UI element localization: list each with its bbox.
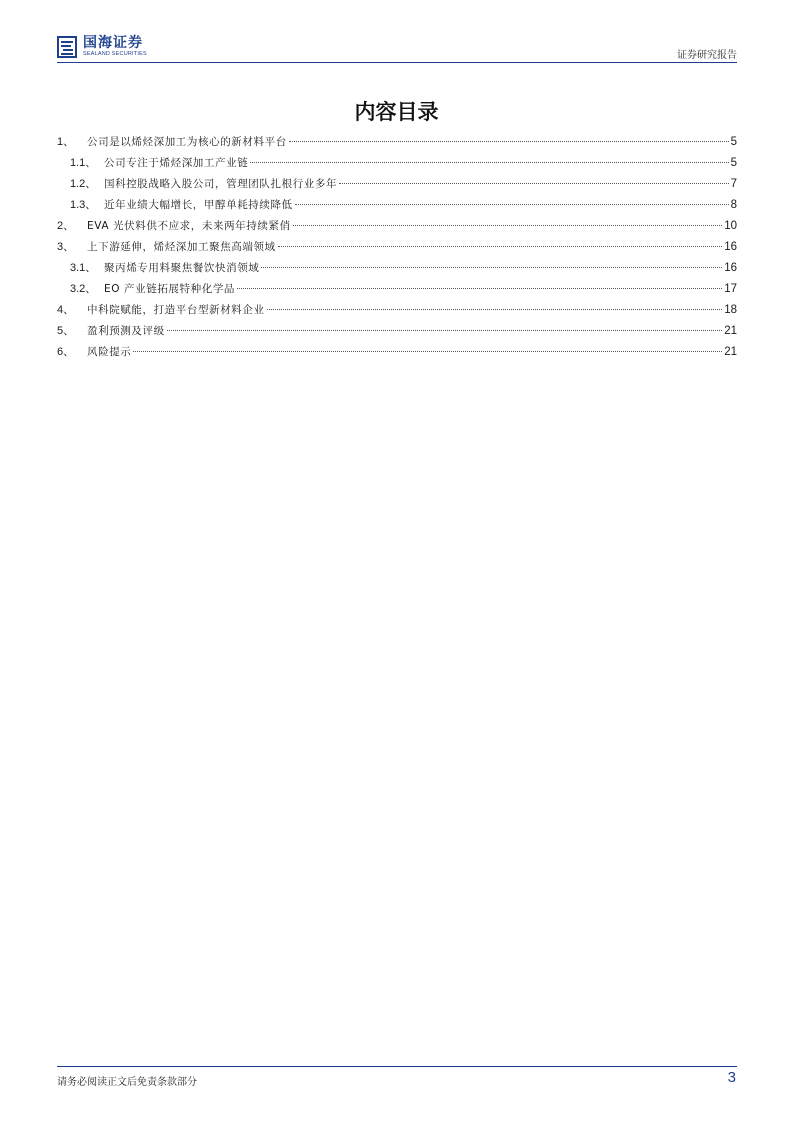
toc-entry[interactable] — [57, 196, 737, 217]
toc-dot-leader — [237, 288, 722, 289]
toc-entry[interactable] — [57, 154, 737, 175]
toc-entry-title: 公司专注于烯烃深加工产业链 — [104, 157, 249, 169]
toc-entry-number: 1、 — [57, 136, 75, 148]
toc-entry[interactable] — [57, 217, 737, 238]
toc-entry-number: 1.3、 — [70, 199, 97, 211]
toc-entry-number: 3.2、 — [70, 283, 97, 295]
toc-entry-title: 国科控股战略入股公司，管理团队扎根行业多年 — [104, 178, 338, 190]
toc-dot-leader — [278, 246, 723, 247]
toc-entry-title: EO 产业链拓展特种化学品 — [104, 283, 236, 295]
toc-entry-number: 2、 — [57, 220, 75, 232]
toc-entry-title: 风险提示 — [87, 346, 132, 358]
toc-dot-leader — [293, 225, 723, 226]
toc-entry-page: 8 — [730, 199, 737, 211]
toc-entry-number: 4、 — [57, 304, 75, 316]
company-logo — [57, 34, 147, 60]
header-divider — [57, 62, 737, 63]
toc-entry[interactable] — [57, 343, 737, 364]
toc-entry-number: 3.1、 — [70, 262, 97, 274]
toc-entry-title: 中科院赋能，打造平台型新材料企业 — [87, 304, 265, 316]
page-number: 3 — [727, 1069, 736, 1086]
toc-dot-leader — [250, 162, 728, 163]
toc-dot-leader — [261, 267, 722, 268]
toc-entry-number: 1.1、 — [70, 157, 97, 169]
toc-entry[interactable] — [57, 133, 737, 154]
toc-entry-page: 10 — [724, 220, 737, 232]
footer-divider — [57, 1066, 737, 1067]
footer-disclaimer: 请务必阅读正文后免责条款部分 — [57, 1077, 197, 1088]
toc-dot-leader — [267, 309, 723, 310]
toc-entry[interactable] — [57, 238, 737, 259]
toc-dot-leader — [339, 183, 728, 184]
toc-dot-leader — [295, 204, 729, 205]
toc-entry-page: 5 — [730, 136, 737, 148]
toc-entry-title: EVA 光伏料供不应求，未来两年持续紧俏 — [87, 220, 291, 232]
logo-english-name: SEALAND SECURITIES — [83, 51, 147, 58]
sealand-logo-icon — [57, 36, 77, 58]
toc-entry-number: 6、 — [57, 346, 75, 358]
toc-entry-page: 16 — [724, 241, 737, 253]
toc-title: 内容目录 — [354, 100, 439, 124]
toc-entry-page: 7 — [730, 178, 737, 190]
toc-entry-number: 1.2、 — [70, 178, 97, 190]
toc-entry-page: 21 — [724, 346, 737, 358]
toc-entry[interactable] — [57, 259, 737, 280]
logo-chinese-name: 国海证券 — [83, 35, 143, 52]
toc-entry[interactable] — [57, 301, 737, 322]
toc-dot-leader — [167, 330, 723, 331]
toc-entry-page: 18 — [724, 304, 737, 316]
report-type-label: 证券研究报告 — [677, 50, 737, 61]
toc-entry[interactable] — [57, 175, 737, 196]
toc-entry-title: 聚丙烯专用料聚焦餐饮快消领域 — [104, 262, 260, 274]
toc-entry-page: 21 — [724, 325, 737, 337]
toc-dot-leader — [133, 351, 722, 352]
page-header — [57, 34, 737, 64]
toc-dot-leader — [289, 141, 729, 142]
toc-entry[interactable] — [57, 322, 737, 343]
toc-entry-page: 17 — [724, 283, 737, 295]
toc-entry-page: 16 — [724, 262, 737, 274]
toc-entry-title: 盈利预测及评级 — [87, 325, 165, 337]
toc-entry-number: 3、 — [57, 241, 75, 253]
toc-entry-number: 5、 — [57, 325, 75, 337]
toc-entry-title: 公司是以烯烃深加工为核心的新材料平台 — [87, 136, 287, 148]
toc-entry[interactable] — [57, 280, 737, 301]
toc-entry-title: 近年业绩大幅增长，甲醇单耗持续降低 — [104, 199, 293, 211]
table-of-contents — [57, 133, 737, 364]
toc-entry-page: 5 — [730, 157, 737, 169]
toc-entry-title: 上下游延伸，烯烃深加工聚焦高端领域 — [87, 241, 276, 253]
